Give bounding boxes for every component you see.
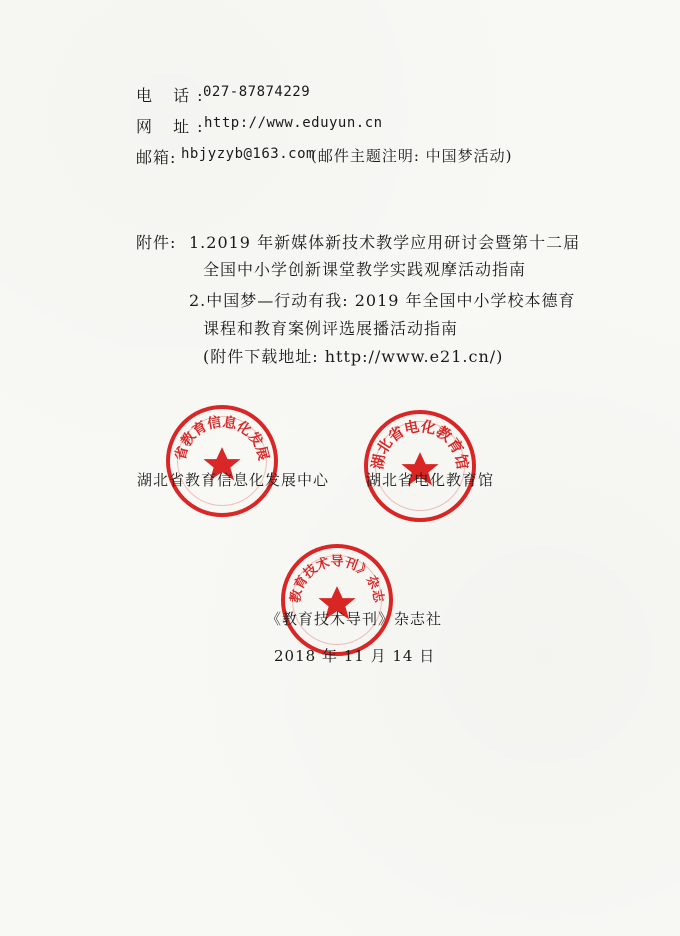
signature-date: 2018 年 11 月 14 日 bbox=[274, 647, 436, 665]
signature-org-3: 《教育技术导刊》杂志社 bbox=[266, 610, 443, 628]
stamp-educational-technology-journal bbox=[278, 537, 393, 656]
email-value: hbjyzyb@163.com bbox=[181, 146, 315, 162]
svg-text:《教育技术导刊》杂志社 bbox=[277, 536, 386, 605]
attachment-item-1-line-1: 1.2019 年新媒体新技术教学应用研讨会暨第十二届 bbox=[189, 233, 581, 252]
website-label: 网 址: bbox=[136, 117, 211, 136]
attachment-download-note: (附件下载地址: http://www.e21.cn/) bbox=[203, 347, 504, 366]
stamp-text-3: 《教育技术导刊》杂志社 bbox=[278, 537, 386, 604]
stamp-text-1: 湖北省教育信息化发展中心 bbox=[163, 397, 272, 463]
attachments-label: 附件: bbox=[136, 233, 177, 252]
signature-org-2: 湖北省电化教育馆 bbox=[366, 471, 495, 489]
attachment-item-1-line-2: 全国中小学创新课堂教学实践观摩活动指南 bbox=[203, 260, 527, 279]
phone-label: 电 话: bbox=[136, 86, 211, 105]
stamp-text-2: 湖北省电化教育馆 bbox=[368, 417, 472, 471]
svg-text:湖北省教育信息化发展中心 bbox=[163, 396, 271, 462]
signature-org-1: 湖北省教育信息化发展中心 bbox=[137, 471, 330, 489]
email-label: 邮箱: bbox=[136, 148, 177, 167]
website-value: http://www.eduyun.cn bbox=[204, 115, 383, 131]
email-note: (邮件主题注明: 中国梦活动) bbox=[311, 147, 513, 165]
stamp-audio-visual-education-center bbox=[364, 410, 476, 522]
attachment-item-2-line-1: 2.中国梦—行动有我: 2019 年全国中小学校本德育 bbox=[189, 291, 576, 310]
attachment-item-2-line-2: 课程和教育案例评选展播活动指南 bbox=[203, 319, 459, 338]
phone-value: 027-87874229 bbox=[203, 84, 311, 100]
stamp-education-information-center bbox=[163, 397, 278, 517]
